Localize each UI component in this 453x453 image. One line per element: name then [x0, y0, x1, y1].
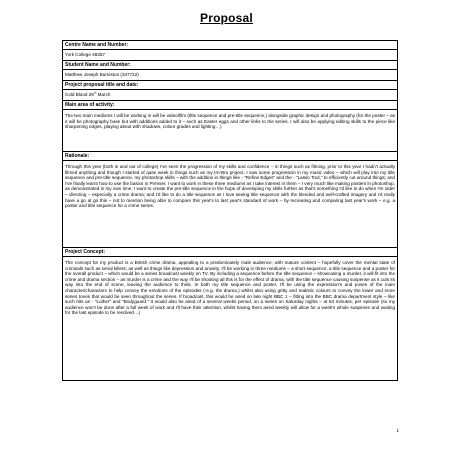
student-name-header: Student Name and Number:	[63, 61, 397, 70]
project-title-value	[63, 90, 397, 101]
project-title-superscript: th	[93, 90, 97, 95]
rationale-header: Rationale:	[63, 152, 397, 161]
centre-name-value: York College 48357	[63, 50, 397, 61]
proposal-form	[62, 40, 398, 381]
project-title-header: Project proposal title and date:	[63, 81, 397, 90]
project-title-main: Cold Blood 29	[65, 92, 94, 97]
rationale-text: Through this year (both in and out of college) I've seen the progression of my skills and confidence – in things such as filming, prior to this year I hadn't actually filmed anything and though I started of quite week in things such as my Irn-Bru project, I saw some progression in my music video – which will play into my title sequence and pre-title sequence, my photoshop skills – with the addition in things like - "Refine Edges" and the - "Lasso Tool," to efficiently cut around things; and I've finally learnt how to use the basics in Premier. I want to work in these three mediums as I take interest in them – I very much like making posters in photoshop, as demonstrated in my own time; I want to create the pre-title sequence in the hope of developing my skills further as that's something I'd like to do when I'm older – directing – especially a crime drama; and I'd like to do a title sequence as I love seeing title sequence with the blended and well-crafted imagery and I'd really have a go at go this – not to mention being able to compare this year's to last year's standard of work – by recreating and comparing last year's work – e.g. a poster and title sequence for a crime series.	[63, 161, 397, 248]
centre-name-header: Centre Name and Number:	[63, 41, 397, 50]
main-activity-header: Main area of activity:	[63, 101, 397, 110]
project-title-tail: March	[96, 92, 111, 97]
student-name-value: Matthew Joseph Burniston (347722)	[63, 70, 397, 81]
main-activity-text: The two main mediums I will be working in will be video/film (title sequence and pre-title sequence,) alongside graphic design and photography (for the poster – as it will be photography base but with additions added to it – such as Easter eggs and other links to the series. I will also be applying editing skills to the piece like sharpening edges, playing about with shadows, colour grades and lighting…)	[63, 110, 397, 152]
project-concept-header: Project Concept:	[63, 248, 397, 257]
project-concept-text: The concept for my product is a British crime drama, appealing to a predominately male audience, with mature content – hopefully cover the mental state of criminals such as serial killers; as well as things like depression and anxiety. I'll be working in three mediums – a short sequence, a title sequence and a poster for the overall product – which would be a series broadcast weekly on TV. By including a sequence before the title sequence – showcasing a murder, it will fit into the crime and drama section – as murder is a crime and the way I'll be shooting all this is for the effect of drama, with the title sequence causing suspense as it cuts its way into the end of scene, leaving the audience to think. In both my title sequence and poster, I'll be using the expression's and poses of the main character/characters to help convey the emotions of the episodes (-e.g. the drama,) whilst also using gritty and realistic colours to convey the lower and more series tones that would be seen throughout the series. If broadcast, this would be aired on late night BBC 1 – fitting into the BBC drama department style – like such hits as - "Luther" and "Bodyguard." It would also be aired of a several weeks period, on a series on Saturday nights – at 54 minutes, per episode (so my audience won't be done after a full week of work and I'll have their attention, whilst having them aired weekly will allow for a week's whole suspense and waiting for the last episode to be resolved…)	[65, 260, 395, 316]
page-number: 1	[396, 428, 399, 433]
page-title: Proposal	[200, 11, 253, 25]
